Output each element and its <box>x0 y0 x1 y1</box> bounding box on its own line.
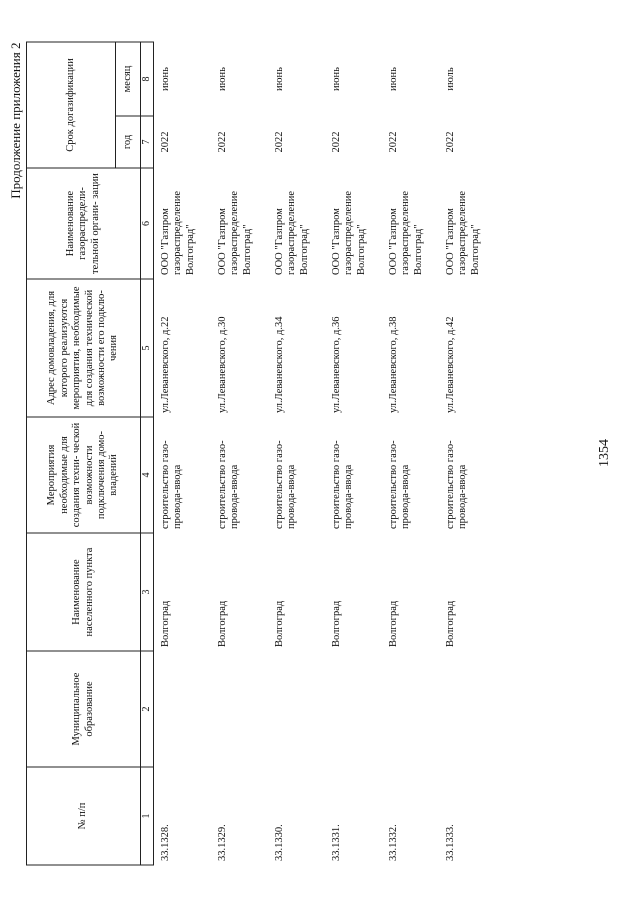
measure-cell: строительство газо- провода-ввода <box>160 439 184 529</box>
row-number: 33.1331. <box>331 823 342 861</box>
address-cell: ул.Леваневского, д.34 <box>274 315 285 413</box>
column-number: 5 <box>141 279 154 417</box>
header-num: № п/п <box>27 767 141 865</box>
header-month: месяц <box>116 41 141 115</box>
table-row <box>382 41 439 864</box>
page-subtitle: Продолжение приложения 2 <box>8 42 23 199</box>
row-number: 33.1328. <box>160 823 171 861</box>
month-cell: июнь <box>160 66 171 91</box>
settlement-cell: Волгоград <box>331 600 342 647</box>
settlement-cell: Волгоград <box>160 600 171 647</box>
row-number: 33.1329. <box>217 823 228 861</box>
header-organization: Наименование газораспредели- тельной органи- зации <box>27 168 141 279</box>
year-cell: 2022 <box>388 131 399 152</box>
column-number: 6 <box>141 168 154 279</box>
settlement-cell: Волгоград <box>445 600 456 647</box>
table-row <box>268 41 325 864</box>
table-row <box>154 41 212 864</box>
header-term: Срок догазификации <box>27 41 116 167</box>
row-number: 33.1333. <box>445 823 456 861</box>
column-number: 3 <box>141 533 154 651</box>
table-row <box>211 41 268 864</box>
row-number: 33.1330. <box>274 823 285 861</box>
gasification-table <box>26 41 496 865</box>
address-cell: ул.Леваневского, д.36 <box>331 315 342 413</box>
measure-cell: строительство газо- провода-ввода <box>445 439 469 529</box>
table-row <box>439 41 496 864</box>
year-cell: 2022 <box>331 131 342 152</box>
header-measures: Мероприятия необходимые для создания техни- ческой возможности подключения домо- владений <box>27 417 141 533</box>
organization-cell: ООО "Газпром газораспределение Волгоград" <box>388 190 424 275</box>
month-cell: июнь <box>274 66 285 91</box>
column-number: 2 <box>141 651 154 767</box>
column-number: 4 <box>141 417 154 533</box>
measure-cell: строительство газо- провода-ввода <box>217 439 241 529</box>
settlement-cell: Волгоград <box>217 600 228 647</box>
address-cell: ул.Леваневского, д.22 <box>160 315 171 413</box>
organization-cell: ООО "Газпром газораспределение Волгоград" <box>160 190 196 275</box>
header-municipality: Муниципальное образование <box>27 651 141 767</box>
column-number: 8 <box>141 41 154 115</box>
page-number: 1354 <box>597 438 612 467</box>
measure-cell: строительство газо- провода-ввода <box>274 439 298 529</box>
month-cell: июнь <box>331 66 342 91</box>
year-cell: 2022 <box>160 131 171 152</box>
column-number: 1 <box>141 767 154 865</box>
row-number: 33.1332. <box>388 823 399 861</box>
organization-cell: ООО "Газпром газораспределение Волгоград" <box>445 190 481 275</box>
month-cell: июль <box>445 66 456 91</box>
organization-cell: ООО "Газпром газораспределение Волгоград" <box>331 190 367 275</box>
address-cell: ул.Леваневского, д.38 <box>388 315 399 413</box>
year-cell: 2022 <box>274 131 285 152</box>
municipality-cell <box>154 651 212 767</box>
table-row <box>325 41 382 864</box>
header-year: год <box>116 116 141 168</box>
header-address: Адрес домовладения, для которого реализуются мероприятия, необходимые для создания технической возможности его подклю- чения <box>27 279 141 417</box>
municipality-cell <box>382 651 439 767</box>
organization-cell: ООО "Газпром газораспределение Волгоград" <box>217 190 253 275</box>
month-cell: июнь <box>388 66 399 91</box>
column-number: 7 <box>141 116 154 168</box>
organization-cell: ООО "Газпром газораспределение Волгоград" <box>274 190 310 275</box>
measure-cell: строительство газо- провода-ввода <box>388 439 412 529</box>
municipality-cell <box>325 651 382 767</box>
measure-cell: строительство газо- провода-ввода <box>331 439 355 529</box>
month-cell: июнь <box>217 66 228 91</box>
municipality-cell <box>211 651 268 767</box>
municipality-cell <box>439 651 496 767</box>
year-cell: 2022 <box>445 131 456 152</box>
address-cell: ул.Леваневского, д.42 <box>445 315 456 413</box>
address-cell: ул.Леваневского, д.30 <box>217 315 228 413</box>
settlement-cell: Волгоград <box>388 600 399 647</box>
year-cell: 2022 <box>217 131 228 152</box>
settlement-cell: Волгоград <box>274 600 285 647</box>
municipality-cell <box>268 651 325 767</box>
header-settlement: Наименование населенного пункта <box>27 533 141 651</box>
